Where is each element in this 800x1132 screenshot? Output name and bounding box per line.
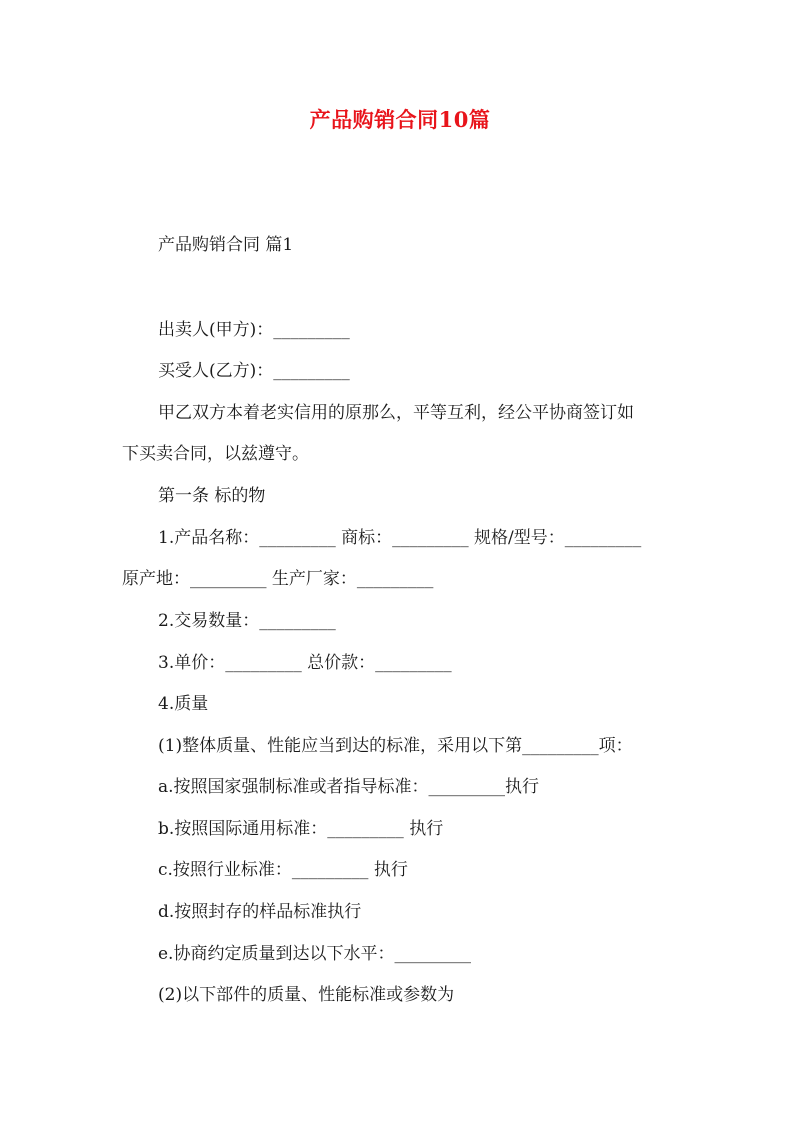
origin-line: 原产地：_________ 生产厂家：_________ [122, 569, 434, 589]
quality-option-b: b.按照国际通用标准：_________ 执行 [158, 819, 444, 839]
quality-clause-1: (1)整体质量、性能应当到达的标准，采用以下第_________项： [158, 736, 633, 756]
seller-line: 出卖人(甲方)：_________ [158, 320, 350, 340]
quality-heading: 4.质量 [158, 694, 209, 714]
quality-option-d: d.按照封存的样品标准执行 [158, 902, 362, 922]
quantity-line: 2.交易数量：_________ [158, 611, 336, 631]
section-heading: 产品购销合同 篇1 [158, 235, 294, 255]
quality-option-a: a.按照国家强制标准或者指导标准：_________执行 [158, 777, 540, 797]
buyer-line: 买受人(乙方)：_________ [158, 361, 350, 381]
document-title: 产品购销合同10篇 [309, 107, 491, 132]
preamble-line-2: 下买卖合同，以兹遵守。 [122, 444, 309, 464]
article-one-heading: 第一条 标的物 [158, 486, 266, 506]
product-info-line: 1.产品名称：_________ 商标：_________ 规格/型号：_________ [158, 528, 642, 548]
quality-clause-2: (2)以下部件的质量、性能标准或参数为 [158, 985, 455, 1005]
quality-option-e: e.协商约定质量到达以下水平：_________ [158, 944, 471, 964]
preamble-line-1: 甲乙双方本着老实信用的原那么，平等互利，经公平协商签订如 [158, 403, 634, 423]
price-line: 3.单价：_________ 总价款：_________ [158, 653, 452, 673]
quality-option-c: c.按照行业标准：_________ 执行 [158, 860, 408, 880]
